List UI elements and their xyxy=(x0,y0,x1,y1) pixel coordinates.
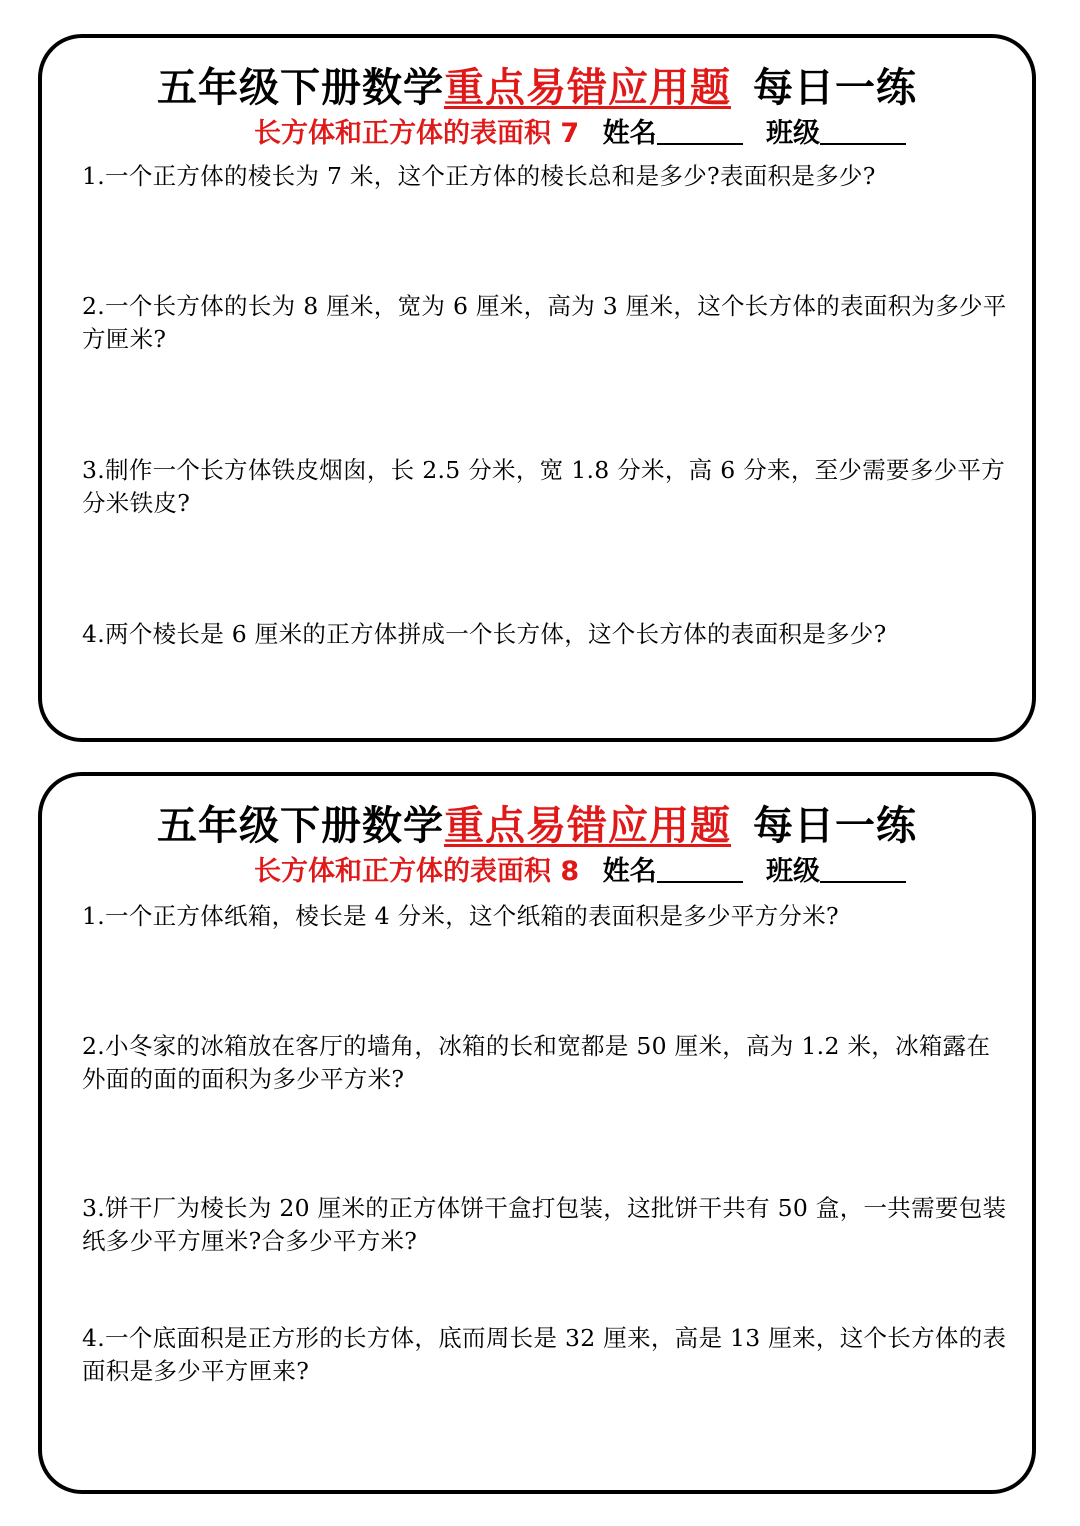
class-blank[interactable] xyxy=(820,855,906,883)
title-suffix: 每日一练 xyxy=(753,65,917,111)
question-2: 2.一个长方体的长为 8 厘米，宽为 6 厘米，高为 3 厘米，这个长方体的表面积为多少平方匣米? xyxy=(82,292,1007,353)
worksheet-card-7 xyxy=(38,34,1036,742)
name-label: 姓名 xyxy=(602,856,657,887)
title-highlight: 重点易错应用题 xyxy=(444,803,731,849)
question-3: 3.制作一个长方体铁皮烟囱，长 2.5 分米，宽 1.8 分米，高 6 分来，至少需要多少平方分米铁皮? xyxy=(82,456,1006,517)
class-blank[interactable] xyxy=(820,117,906,145)
worksheet-title xyxy=(42,56,1032,113)
title-prefix: 五年级下册数学 xyxy=(157,803,444,849)
question-3: 3.饼干厂为棱长为 20 厘米的正方体饼干盒打包装，这批饼干共有 50 盒，一共需要包装纸多少平方厘米?合多少平方米? xyxy=(82,1194,1007,1255)
title-suffix: 每日一练 xyxy=(753,803,917,849)
topic-label: 长方体和正方体的表面积 7 xyxy=(254,118,580,149)
worksheet-subtitle xyxy=(254,849,906,888)
topic-label: 长方体和正方体的表面积 8 xyxy=(254,856,580,887)
title-prefix: 五年级下册数学 xyxy=(157,65,444,111)
question-4: 4.一个底面积是正方形的长方体，底而周长是 32 厘来，高是 13 厘来，这个长方体的表面积是多少平方匣来? xyxy=(82,1324,1007,1385)
worksheet-card-8 xyxy=(38,772,1036,1494)
name-blank[interactable] xyxy=(657,117,743,145)
question-1: 1.一个正方体的棱长为 7 米，这个正方体的棱长总和是多少?表面积是多少? xyxy=(82,162,876,190)
title-highlight: 重点易错应用题 xyxy=(444,65,731,111)
worksheet-subtitle xyxy=(254,111,906,150)
name-label: 姓名 xyxy=(602,118,657,149)
class-label: 班级 xyxy=(766,118,820,149)
class-label: 班级 xyxy=(766,856,820,887)
worksheet-title xyxy=(42,794,1032,851)
question-4: 4.两个棱长是 6 厘米的正方体拼成一个长方体，这个长方体的表面积是多少? xyxy=(82,620,887,648)
question-2: 2.小冬家的冰箱放在客厅的墙角，冰箱的长和宽都是 50 厘米，高为 1.2 米，冰箱露在外面的面的面积为多少平方米? xyxy=(82,1032,991,1093)
name-blank[interactable] xyxy=(657,855,743,883)
question-1: 1.一个正方体纸箱，棱长是 4 分米，这个纸箱的表面积是多少平方分米? xyxy=(82,902,839,930)
